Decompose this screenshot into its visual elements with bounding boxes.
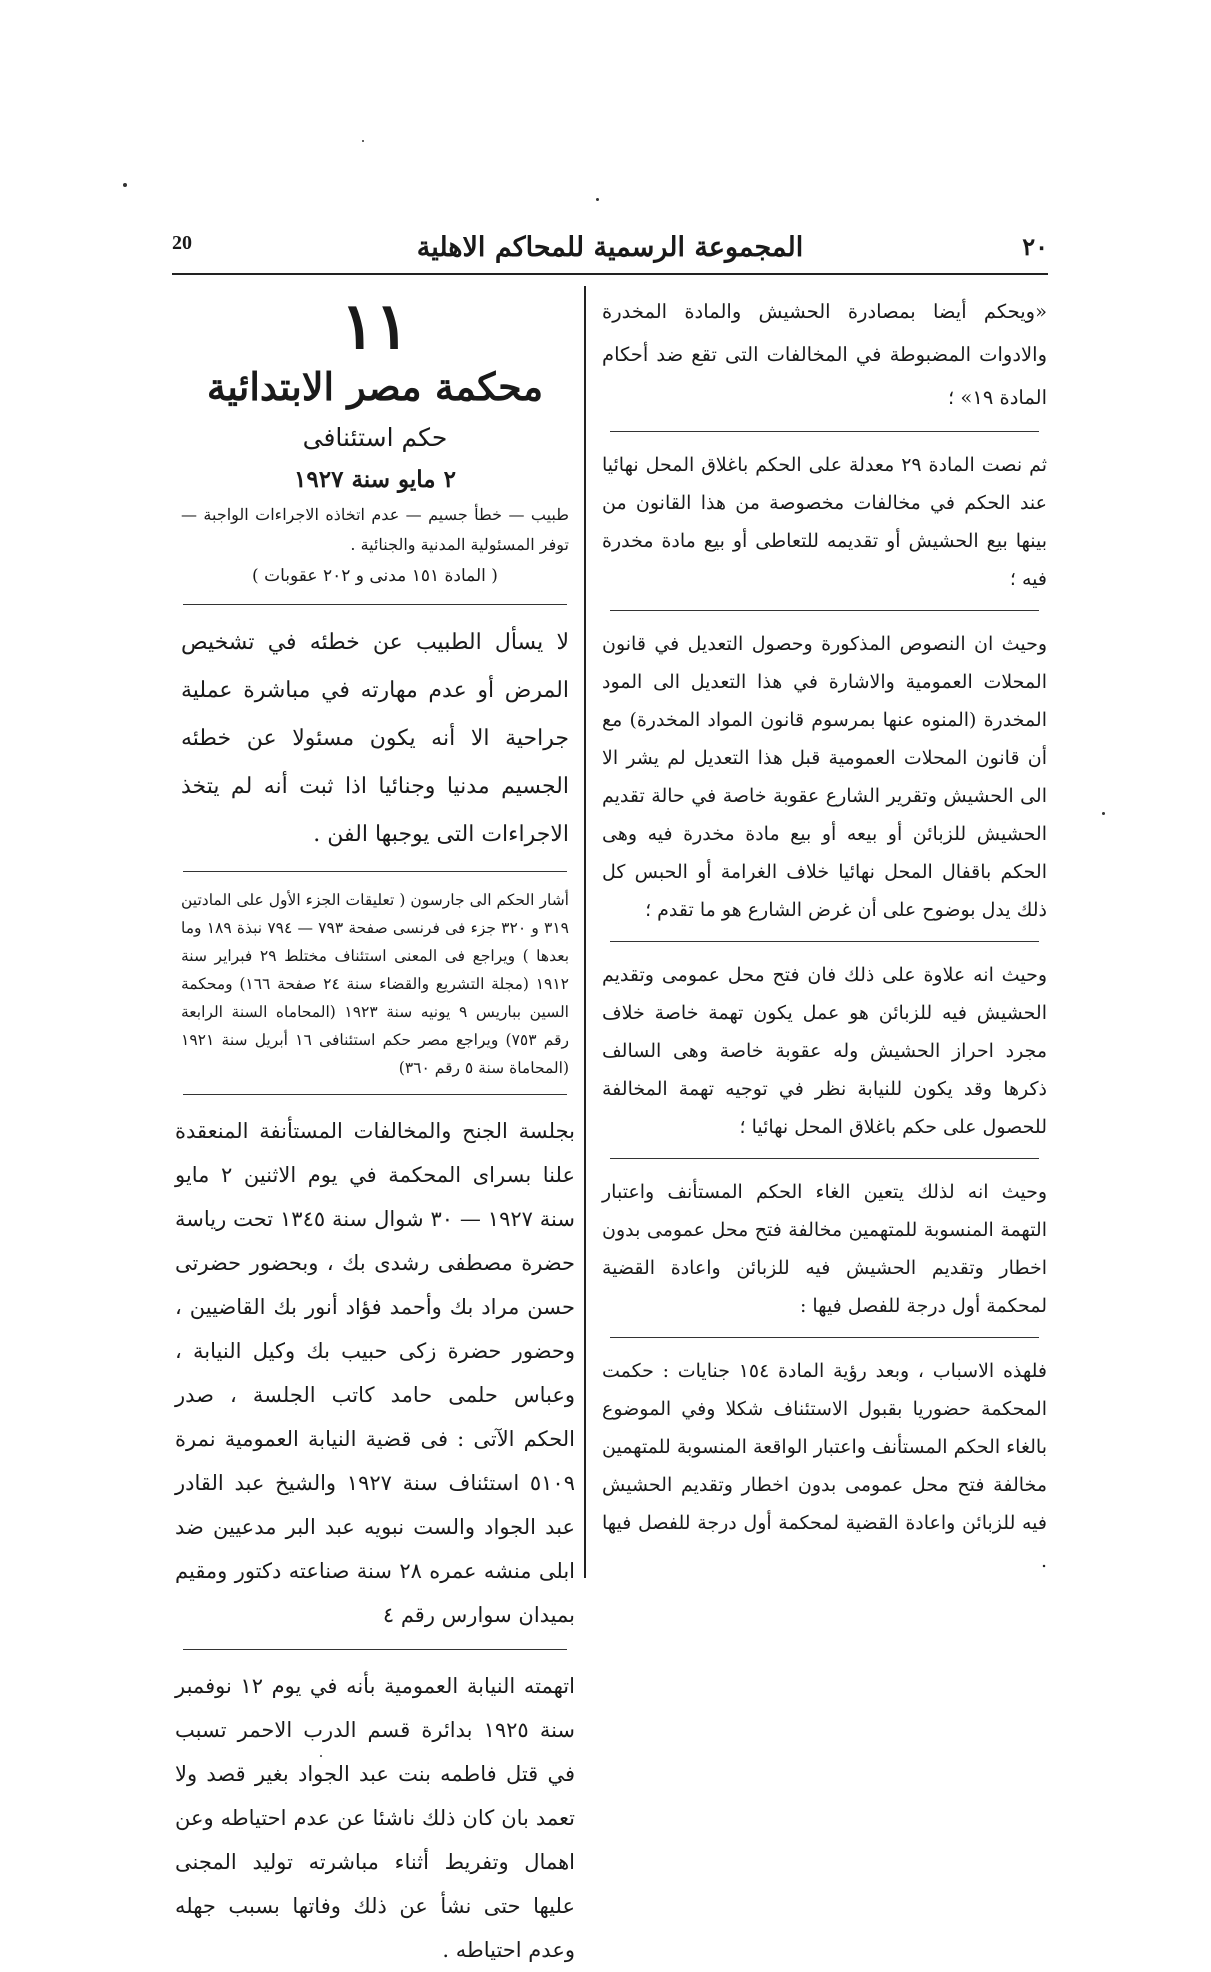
- cited-articles: ( المادة ١٥١ مدنى و ٢٠٢ عقوبات ): [252, 566, 498, 586]
- references-note: أشار الحكم الى جارسون ( تعليقات الجزء الأول على المادتين ٣١٩ و ٣٢٠ جزء فى فرنسى صفحة ٧٩٣ — ٧٩٤ نبذة ١٨٩ وما بعدها ) ويراجع فى المعنى استئناف مختلط ٢٩ فبراير سنة ١٩١٢ (مجلة التشريع والقضاء سنة ٢٤ صفحة ١٦٦) ومحكمة السين بباريس ٩ يونيه سنة ١٩٢٣ (المحاماه السنة الرابعة رقم ٧٥٣) ويراجع مصر حكم استئنافى ١٦ أبريل سنة ١٩٢١ (المحاماة سنة ٥ رقم ٣٦٠): [181, 891, 570, 1077]
- left-paragraph-1: بجلسة الجنح والمخالفات المستأنفة المنعقدة علنا بسراى المحكمة في يوم الاثنين ٢ مايو سنة ١٩٢٧ — ٣٠ شوال سنة ١٣٤٥ تحت رياسة حضرة مصطفى رشدى بك ، وبحضور حضرتى حسن مراد بك وأحمد فؤاد أنور بك القاضيين ، وحضور حضرة زكى حبيب بك وكيل النيابة ، وعباس حلمى حامد كاتب الجلسة ، صدر الحكم الآتى : فى قضية النيابة العمومية نمرة ٥١٠٩ استئناف سنة ١٩٢٧ والشيخ عبد القادر عبد الجواد والست نبويه عبد البر مدعيين ضد ابلى منشه عمره ٢٨ سنة صناعته دكتور ومقيم بميدان سوارس رقم ٤: [175, 1119, 576, 1627]
- paragraph-rule: [610, 610, 1039, 611]
- section-rule: [183, 604, 567, 605]
- section-rule: [183, 1094, 567, 1095]
- legal-principle: لا يسأل الطبيب عن خطئه في تشخيص المرض أو عدم مهارته في مباشرة عملية جراحية الا أنه يكون مسئولا عن خطئه الجسيم مدنيا وجنائيا اذا ثبت أنه لم يتخذ الاجراءات التى يوجبها الفن .: [181, 630, 569, 847]
- right-paragraph-4: وحيث انه علاوة على ذلك فان فتح محل عمومى وتقديم الحشيش فيه للزبائن هو عمل يكون تهمة خاصة خلاف مجرد احراز الحشيش وله عقوبة خاصة وهى السالف ذكرها وقد يكون للنيابة نظر في توجيه تهمة المخالفة للحصول على حكم باغلاق المحل نهائيا ؛: [602, 964, 1047, 1138]
- paragraph-rule: [183, 1649, 567, 1650]
- running-header: [172, 228, 1048, 268]
- page-number-arabic: ٢٠: [1022, 232, 1048, 261]
- paragraph-rule: [610, 941, 1039, 942]
- scan-speck: [123, 183, 127, 187]
- court-name: محكمة مصر الابتدائية: [206, 364, 544, 409]
- left-paragraph-2: اتهمته النيابة العمومية بأنه في يوم ١٢ نوفمبر سنة ١٩٢٥ بدائرة قسم الدرب الاحمر تسبب في قتل فاطمه بنت عبد الجواد بغير قصد ولا تعمد بان كان ذلك ناشئا عن عدم احتياطه وعن اهمال وتفريط أثناء مباشرته توليد المجنى عليها حتى نشأ عن ذلك وفاتها بسبب جهله وعدم احتياطه .: [175, 1674, 576, 1962]
- left-column: [175, 289, 576, 1972]
- right-paragraph-5: وحيث انه لذلك يتعين الغاء الحكم المستأنف واعتبار التهمة المنسوبة للمتهمين مخالفة فتح محل عمومى بدون اخطار وتقديم الحشيش فيه للزبائن واعادة القضية لمحكمة أول درجة للفصل فيها :: [602, 1181, 1047, 1317]
- page-number-latin: 20: [172, 232, 192, 254]
- paragraph-rule: [610, 1337, 1039, 1338]
- publication-title: المجموعة الرسمية للمحاكم الاهلية: [416, 232, 804, 263]
- scan-speck: [362, 140, 364, 142]
- right-paragraph-6: فلهذه الاسباب ، وبعد رؤية المادة ١٥٤ جنايات : حكمت المحكمة حضوريا بقبول الاستئناف شكلا وفي الموضوع بالغاء الحكم المستأنف واعتبار الواقعة المنسوبة للمتهمين مخالفة فتح محل عمومى بدون اخطار وتقديم الحشيش فيه للزبائن واعادة القضية لمحكمة أول درجة للفصل فيها .: [602, 1360, 1047, 1572]
- ruling-date: ٢ مايو سنة ١٩٢٧: [294, 466, 456, 493]
- header-rule: [172, 273, 1048, 275]
- section-rule: [183, 871, 567, 872]
- scan-speck: [1102, 812, 1105, 815]
- right-column: [602, 290, 1047, 1580]
- case-keywords: طبيب — خطأ جسيم — عدم اتخاذه الاجراءات الواجبة — توفر المسئولية المدنية والجنائية .: [181, 505, 569, 554]
- case-number: ١١: [340, 289, 410, 364]
- paragraph-rule: [610, 431, 1039, 432]
- paragraph-rule: [610, 1158, 1039, 1159]
- column-divider: [584, 286, 586, 1578]
- scan-speck: [596, 198, 599, 201]
- ruling-type: حكم استئنافى: [302, 423, 448, 452]
- right-paragraph-2: ثم نصت المادة ٢٩ معدلة على الحكم باغلاق المحل نهائيا عند الحكم في مخالفات مخصوصة من هذا القانون من بينها بيع الحشيش أو تقديمه للتعاطى أو بيع مادة مخدرة فيه ؛: [602, 454, 1048, 590]
- right-paragraph-3: وحيث ان النصوص المذكورة وحصول التعديل في قانون المحلات العمومية والاشارة في هذا التعديل الى المود المخدرة (المنوه عنها بمرسوم قانون المواد المخدرة) مع أن قانون المحلات العمومية قبل هذا التعديل لم يشر الا الى الحشيش وتقرير الشارع عقوبة خاصة في حالة تقديم الحشيش للزبائن أو بيعه أو بيع مادة مخدرة فيه وهى الحكم باقفال المحل نهائيا خلاف الغرامة أو الحبس كل ذلك يدل بوضوح على أن غرض الشارع هو ما تقدم ؛: [602, 633, 1047, 921]
- right-paragraph-1: «ويحكم أيضا بمصادرة الحشيش والمادة المخدرة والادوات المضبوطة في المخالفات التى تقع ضد أحكام المادة ١٩» ؛: [602, 300, 1047, 409]
